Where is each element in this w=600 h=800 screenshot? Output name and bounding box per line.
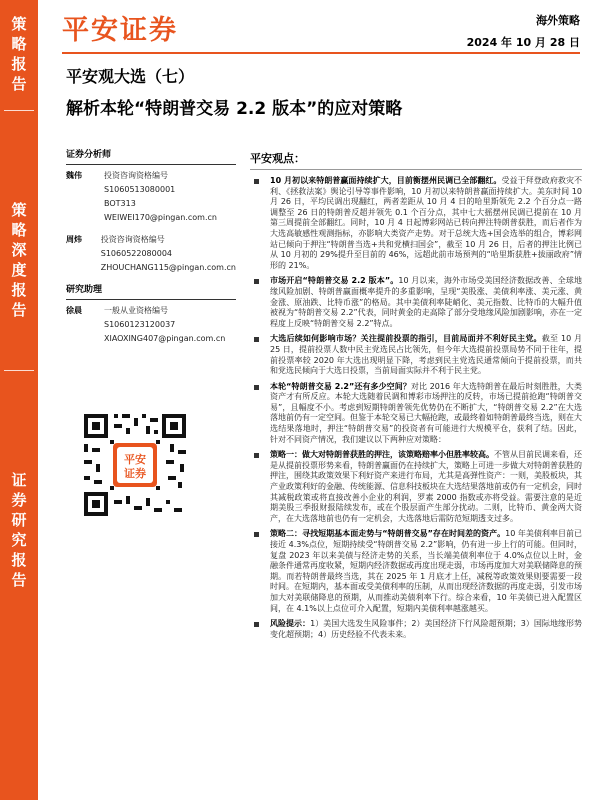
view-item: 市场开启“特朗普交易 2.2 版本”。10 月以来，海外市场受美国经济数据改善、全球地缘风险加剧、特朗普赢面概率提升的多重影响，呈现“美股涨、美债利率涨、美元涨、黄金涨、原油跌、比特币涨”的格局。其中美债利率陡峭化、美元指数、比特币的大幅升值被视为“特朗普交易 2.2”代表，同时黄金的走高除了部分受地缘风险加剧影响，亦在一定程度上反映“特朗普交易 2.2”特点。 (250, 276, 582, 329)
sidebar-label-strategy-report: 策 略 报 告 (11, 15, 27, 93)
sidebar-label-securities-research-report: 证 券 研 究 报 告 (11, 471, 27, 589)
key-views-heading: 平安观点： (250, 150, 582, 170)
sidebar-divider (4, 110, 34, 111)
analyst-name: 周炜 (66, 235, 82, 244)
qr-code-icon (80, 410, 190, 520)
assistant-entry (66, 304, 236, 346)
view-item: 10 月初以来特朗普赢面持续扩大，目前衡摆州民调已全部翻红。受益于拜登政府救灾不利、《拯救法案》舆论引导等事件影响，10 月初以来特朗普赢面持续扩大。美东时间 10 月 26 日，平均民调出现翻红，两者差距从 10 月 4 日的哈里斯领先 2.2 个百分点一路调整至 26 日的特朗普反超并领先 0.1 个百分点，其中七大摇摆州民调已提前在 10 月第三周提前全部翻红。同时，10 月 4 日起博彩网站已转向押注特朗普获胜，而后者作为大选高敏感性观测指标，亦影响大类资产走势。对于总统大选+国会选举的组合，博彩网站已倾向于押注“特朗普当选+共和党横扫国会”，截至 10 月 26 日，后者的押注比例已从 10 月初的 29%提升至目前的 46%，远超此前市场预判的“哈里斯获胜+拔丽政府”情形的 21%。 (250, 176, 582, 271)
qr-code (80, 410, 190, 520)
analyst-email: WEIWEI170@pingan.com.cn (104, 213, 217, 222)
analyst-code: BOT313 (104, 199, 136, 208)
analyst-panel (66, 148, 236, 346)
sidebar (0, 0, 38, 800)
assistant-name: 徐晨 (66, 306, 82, 315)
brand-logo: 平安证券 (62, 15, 178, 46)
analyst-cert-number: S1060513080001 (104, 185, 176, 194)
assistant-email: XIAOXING407@pingan.com.cn (104, 334, 226, 343)
analyst-email: ZHOUCHANG115@pingan.com.cn (100, 263, 236, 272)
assistant-cert-label: 一般从业资格编号 (104, 306, 168, 315)
report-date: 2024 年 10 月 28 日 (466, 36, 580, 49)
report-category: 海外策略 (536, 14, 580, 27)
risk-warning: 风险提示：1）美国大选发生风险事件；2）美国经济下行风险超预期；3）国际地缘形势变化超预期；4）历史经验不代表未来。 (250, 619, 582, 640)
report-title: 解析本轮“特朗普交易 2.2 版本”的应对策略 (66, 99, 403, 119)
view-item: 策略一：做大对特朗普获胜的押注，该策略赔率小但胜率较高。不管从目前民调来看，还是从提前投票形势来看，特朗普赢面仍在持续扩大，策略上可进一步做大对特朗普获胜的押注，围绕其政策效果下利好资产来进行布局，尤其是高弹性资产：一则，美股板块，其产业政策利好的金融、传统能源、信息科技板块在大选结果落地前或仍有一定机会，同时其减税政策或将直接改善小企业的利润，罗素 2000 指数或亦将受益。需要注意的是近期美股三季报财报陆续发布，或在个股层面产生部分扰动。二则，比特币、黄金两大资产，在大选落地前也仍有一定机会，大选落地后需防范短期透支过多。 (250, 450, 582, 524)
analyst-entry (66, 233, 236, 275)
assistant-cert-number: S1060123120037 (104, 320, 176, 329)
view-item: 本轮“特朗普交易 2.2”还有多少空间？对比 2016 年大选特朗普在最后时刻胜胜，大类资产才有所反应。本轮大选随着民调和博彩市场押注的反转，市场已提前抢跑“特朗普交易”，且幅度不小。考虑到短期特朗普领先优势仍在不断扩大，“特朗普交易 2.2”在大选落地前仍有一定空间。但鉴于本轮交易已大幅抢跑，或最终着如特朗普最终当选，则在大选结果落地时，押注“特朗普交易”的投资者有可能进行大规模平仓，获利了结。因此，针对不同资产情况，我们建议以下两种应对策略： (250, 382, 582, 446)
analyst-cert-number: S1060522080004 (100, 249, 172, 258)
analyst-name: 魏伟 (66, 171, 82, 180)
key-views (250, 150, 582, 640)
header-divider (62, 52, 580, 54)
analyst-cert-label: 投资咨询资格编号 (104, 171, 168, 180)
analyst-entry (66, 169, 236, 225)
view-item: 策略二：寻找短期基本面走势与“特朗普交易”存在时间差的资产。10 年美债利率目前已接近 4.3%点位，短期持续受“特朗普交易 2.2”影响，仍有进一步上行的可能。但同时，复盘 2023 年以来美债与经济走势的关系，当长端美债利率位于 4.0%点位以上时，金融条件通常再度收紧，短期内经济数据或再度出现走弱，市场再度加大对美联储降息的预期。而若特朗普最终当选，其在 2025 年 1 月底才上任，减税等政策效果则要需要一段时间。在短期内，基本面或受美债利率的压制，从而出现经济数据的再度走弱，引发市场加大对美联储降息的预期，从而推动美债利率下行。综合来看，10 年美债已进入配置区间，在 4.1%以上点位可介入配置，短期内美债利率越涨越买。 (250, 529, 582, 614)
sidebar-label-strategy-deep-report: 策 略 深 度 报 告 (11, 201, 27, 319)
report-series-title: 平安观大选（七） (66, 67, 195, 86)
svg-text:证券: 证券 (124, 467, 146, 480)
svg-text:平安: 平安 (124, 453, 146, 466)
sidebar-divider (4, 370, 34, 371)
view-item: 大选后续如何影响市场？关注提前投票的指引，目前局面并不利好民主党。截至 10 月 25 日，提前投票人数中民主党选民占比领先，但今年大选提前投票局势不同于往年，提前投票率较 2020 年大选出现明显下降，考虑到民主党选民通常倾向于提前投票，而共和党选民倾向于大选日投票，当前局面实际并不利于民主党。 (250, 334, 582, 376)
analyst-cert-label: 投资咨询资格编号 (100, 235, 165, 244)
assistant-heading: 研究助理 (66, 283, 236, 300)
analyst-heading: 证券分析师 (66, 148, 236, 165)
